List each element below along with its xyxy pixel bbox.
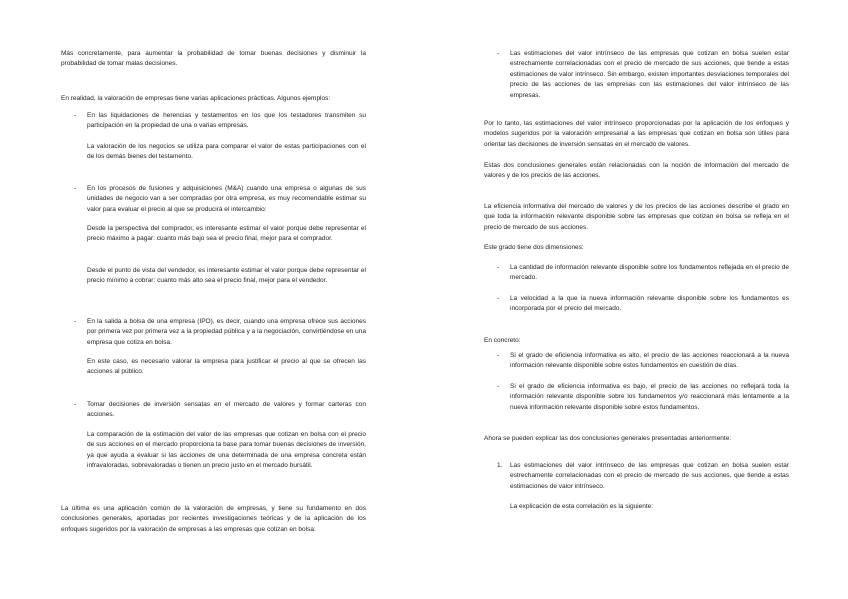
indented-paragraph: La valoración de los negocios se utiliza para comparar el valor de estas participaciones con el de los demás bienes del testamento.	[87, 143, 366, 161]
list-item-text: Si el grado de eficiencia informativa es alto, el precio de las acciones reaccionará a la nueva información relevante disponible sobre estos fundamentos en cuestión de días.	[510, 352, 789, 370]
indented-paragraph: La comparación de la estimación del valor de las empresas que cotizan en bolsa con el precio de sus acciones en el mercado proporciona la base para tomar buenas decisiones de inversión, ya que ayuda a evaluar si las acciones de una determinada de una empresa concreta están infravaloradas, sobrevaloradas o tienen un precio justo en el mercado bursátil.	[87, 431, 366, 470]
list-item	[484, 49, 789, 101]
paragraph: La última es una aplicación común de la valoración de empresas, y tiene su fundamento en dos conclusiones generales, aportadas por recientes investigaciones teóricas y de la aplicación de los enfoques sugeridos por la valoración de empresas a las empresas que cotizan en bolsa:	[61, 505, 366, 533]
indented-paragraph: Desde el punto de vista del vendedor, es interesante estimar el valor porque debe representar el precio mínimo a cobrar: cuanto más alto sea el precio final, mejor para el vendedor.	[87, 267, 366, 285]
list-item	[484, 382, 789, 413]
list-item-text: Las estimaciones del valor intrínseco de las empresas que cotizan en bolsa suelen estar estrechamente correlacionadas con el precio de mercado de sus acciones, que tiende a estas estimaciones de valor intrínseco.	[510, 462, 789, 490]
list-item-text: Si el grado de eficiencia informativa es bajo, el precio de las acciones no reflejará toda la información relevante disponible sobre los fundamentos y/o reaccionará más lentamente a la nueva información relevante disponible sobre estos fundamentos.	[510, 383, 789, 411]
list-marker: -	[74, 401, 77, 408]
paragraph: Por lo tanto, las estimaciones del valor intrínseco proporcionadas por la aplicación de los enfoques y modelos sugeridos por la valoración empresarial a las empresas que cotizan en bolsa son útiles para orientar las decisiones de inversión sensatas en el mercado de valores.	[484, 120, 789, 148]
paragraph: En concreto:	[484, 337, 521, 344]
list-item	[61, 317, 366, 348]
indented-paragraph: En este caso, es necesario valorar la empresa para justificar el precio al que se ofrecen las acciones al público.	[87, 358, 366, 376]
list-item-text: La velocidad a la que la nueva información relevante disponible sobre los fundamentos es incorporada por el precio del mercado.	[510, 295, 789, 313]
list-marker: 1.	[497, 462, 503, 469]
list-item-text: Tomar decisiones de inversión sensatas en el mercado de valores y formar carteras con acciones.	[87, 401, 366, 419]
list-marker: -	[74, 112, 77, 119]
paragraph: Estas dos conclusiones generales están relacionadas con la noción de información del mercado de valores y de los precios de las acciones.	[484, 162, 789, 180]
list-item-text: En los procesos de fusiones y adquisiciones (M&A) cuando una empresa o algunas de sus unidades de negocio van a ser compradas por otra empresa, es muy recomendable estimar su valor para evaluar el precio al que se producirá el intercambio:	[87, 185, 366, 213]
list-item	[484, 294, 789, 315]
list-marker: -	[497, 264, 500, 271]
paragraph: Más concretamente, para aumentar la probabilidad de tomar buenas decisiones y disminuir la probabilidad de tomar malas decisiones.	[61, 50, 366, 68]
paragraph: Ahora se pueden explicar las dos conclusiones generales presentadas anteriormente:	[484, 435, 732, 442]
list-marker: -	[74, 318, 77, 325]
indented-paragraph: La explicación de esta correlación es la siguiente:	[510, 503, 654, 510]
list-item	[61, 184, 366, 215]
indented-paragraph: Desde la perspectiva del comprador, es interesante estimar el valor porque debe representar el precio máximo a pagar: cuanto más bajo sea el precio final, mejor para el comprador.	[87, 225, 366, 243]
list-item-text: En las liquidaciones de herencias y testamentos en los que los testadores transmiten su participación en la propiedad de una o varias empresas.	[87, 112, 366, 130]
list-item	[61, 111, 366, 132]
list-marker: -	[497, 50, 500, 57]
list-item	[61, 400, 366, 421]
list-item	[484, 351, 789, 372]
list-item	[484, 461, 789, 492]
list-marker: -	[497, 352, 500, 359]
list-marker: -	[497, 383, 500, 390]
list-item-text: Las estimaciones del valor intrínseco de las empresas que cotizan en bolsa suelen estar estrechamente correlacionadas con el precio de mercado de sus acciones, que tiende a estas estimaciones de valor intrínseco. Sin embargo, existen importantes desviaciones temporales del precio de las acciones de las empresas con las estimaciones del valor intrínseco de las empresas.	[510, 50, 789, 99]
paragraph: La eficiencia informativa del mercado de valores y de los precios de las acciones describe el grado en que toda la información relevante disponible sobre las empresas que cotizan en bolsa se refleja en el precio de mercado de sus acciones.	[484, 203, 789, 231]
list-item	[484, 263, 789, 284]
list-item-text: La cantidad de información relevante disponible sobre los fundamentos reflejada en el precio de mercado.	[510, 264, 789, 282]
list-item-text: En la salida a bolsa de una empresa (IPO), es decir, cuando una empresa ofrece sus acciones por primera vez por primera vez a la propiedad pública y a la negociación, convirtiéndose en una empresa que cotiza en bolsa.	[87, 318, 366, 346]
list-marker: -	[497, 295, 500, 302]
paragraph: Este grado tiene dos dimensiones:	[484, 244, 584, 251]
list-marker: -	[74, 185, 77, 192]
paragraph: En realidad, la valoración de empresas tiene varias aplicaciones prácticas. Algunos ejemplos:	[61, 95, 331, 102]
